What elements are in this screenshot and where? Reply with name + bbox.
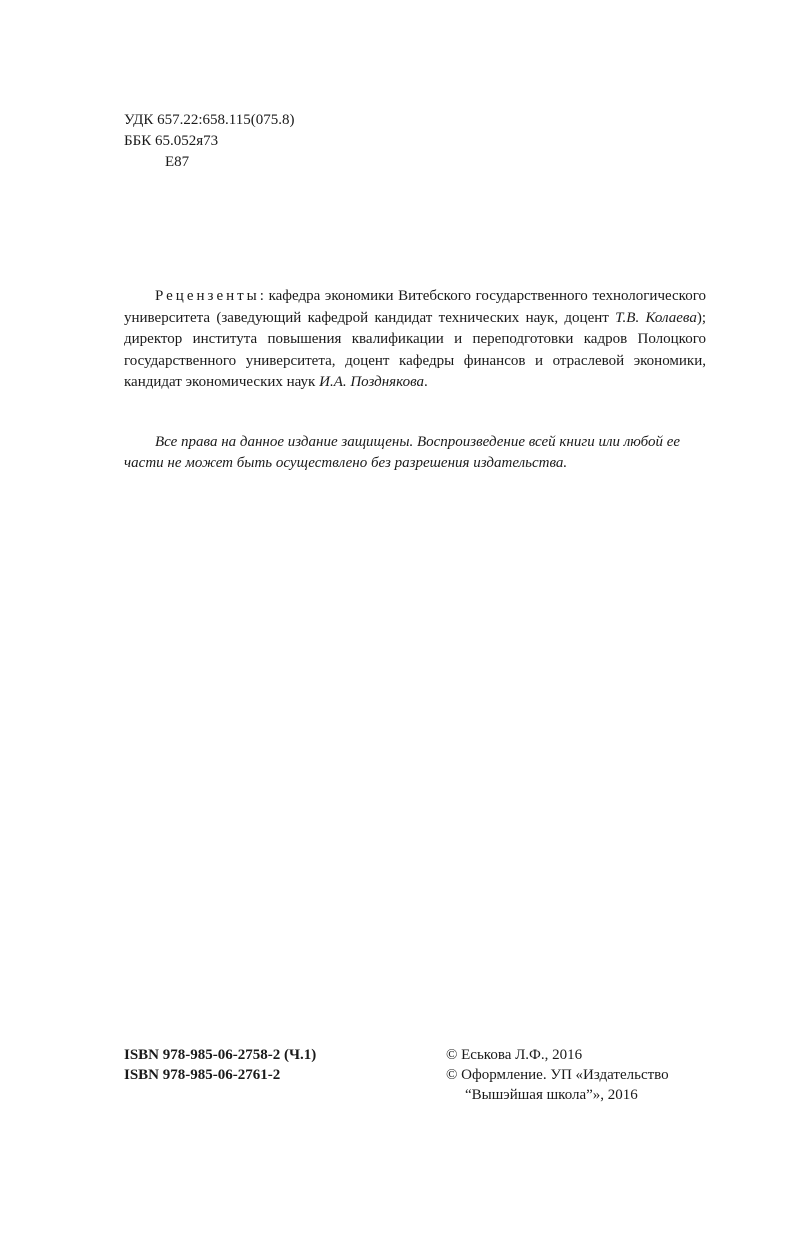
reviewer-name-1: Т.В. Колаева [615, 309, 697, 326]
copyright-design-line1: © Оформление. УП «Издательство [446, 1067, 669, 1083]
rights-notice [124, 432, 709, 474]
bbk-code: ББК 65.052я73 [124, 133, 219, 149]
reviewers-text-part2: ); директор института повышения квалификации и переподготовки кадров Полоцкого государственного университета, доцент кафедры финансов и отраслевой экономики, кандидат экономических наук [124, 309, 707, 391]
reviewers-text-part1: кафедра экономики Витебского государственного технологического университета (заведующий кафедрой кандидат технических наук, доцент [124, 288, 706, 326]
isbn-block [124, 1045, 316, 1085]
copyright-author: © Еськова Л.Ф., 2016 [446, 1047, 583, 1063]
reviewers-separator: : [259, 288, 269, 304]
author-mark: Е87 [165, 154, 190, 170]
reviewers-end: . [424, 374, 428, 391]
udk-code: УДК 657.22:658.115(075.8) [124, 112, 295, 128]
reviewers-paragraph [124, 286, 706, 394]
isbn-part1: ISBN 978-985-06-2758-2 (Ч.1) [124, 1047, 317, 1063]
reviewer-name-2: И.А. Позднякова [319, 374, 424, 391]
bibliographic-block [124, 110, 294, 173]
isbn-full: ISBN 978-985-06-2761-2 [124, 1067, 281, 1083]
reviewers-label: Рецензенты [155, 288, 260, 304]
copyright-design-line2: “Вышэйшая школа”», 2016 [465, 1087, 638, 1103]
copyright-block [446, 1045, 669, 1105]
rights-text: Все права на данное издание защищены. Воспроизведение всей книги или любой ее части не может быть осуществлено без разрешения издательства. [124, 434, 681, 471]
